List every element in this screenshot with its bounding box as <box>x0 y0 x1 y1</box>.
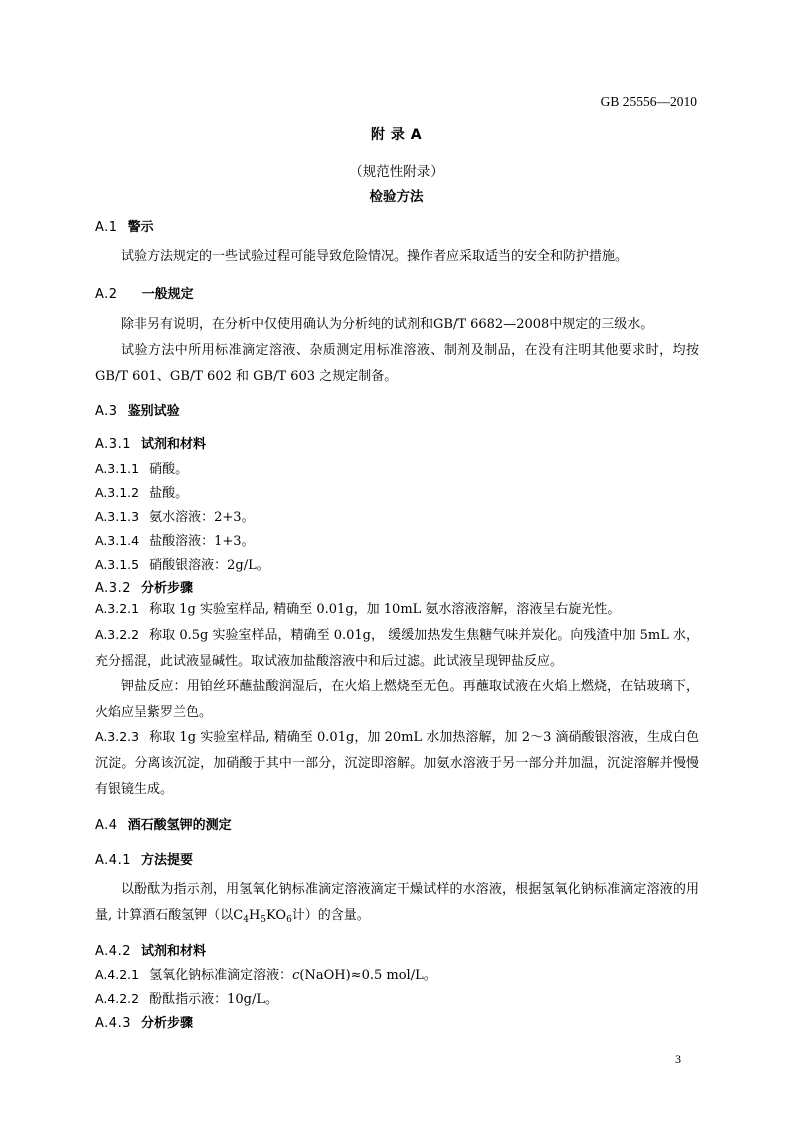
item-text: 盐酸溶液：1+3。 <box>149 534 255 549</box>
general-paragraph-1: 除非另有说明，在分析中仅使用确认为分析纯的试剂和GB/T 6682—2008中规定的三级水。 <box>121 317 654 332</box>
procedure-a322 <box>95 622 699 675</box>
section-title: 方法提要 <box>140 853 193 868</box>
item-number: A.3.1.1 <box>95 461 140 476</box>
section-a2-heading <box>95 283 194 302</box>
section-number: A.1 <box>95 220 118 235</box>
standard-number: GB 25556—2010 <box>600 94 697 109</box>
concentration-symbol: c <box>292 968 300 983</box>
section-title: 警示 <box>127 220 154 235</box>
general-paragraph-2: 试验方法中所用标准滴定溶液、杂质测定用标准溶液、制剂及制品，在没有注明其他要求时，均按GB/T 601、GB/T 602 和 GB/T 603 之规定制备。 <box>95 343 699 384</box>
section-number: A.3.2 <box>95 581 131 596</box>
annex-name: 检验方法 <box>369 189 424 205</box>
reagent-item <box>95 530 255 549</box>
reagent-item <box>95 506 255 525</box>
section-title: 试剂和材料 <box>140 437 206 452</box>
principle-text: 计）的含量。 <box>291 908 370 923</box>
section-number: A.3.1 <box>95 437 131 452</box>
section-title: 一般规定 <box>141 287 194 302</box>
section-a4-heading <box>95 814 232 833</box>
section-number: A.2 <box>95 287 118 302</box>
subsection-a41-heading <box>95 849 193 868</box>
item-text: 称取 1g 实验室样品, 精确至 0.01g，加 20mL 水加热溶解，加 2～3 滴硝酸银溶液，生成白色沉淀。分离该沉淀，加硝酸于其中一部分，沉淀即溶解。加氨水溶液于另一部分并加温，沉淀溶解并慢慢有银镜生成。 <box>95 730 699 797</box>
item-number: A.3.1.3 <box>95 509 140 524</box>
subsection-a42-heading <box>95 940 206 959</box>
item-number: A.4.2.2 <box>95 991 140 1006</box>
section-title: 分析步骤 <box>140 1016 193 1031</box>
section-number: A.4.3 <box>95 1016 131 1031</box>
annex-nature: （规范性附录） <box>349 164 444 180</box>
formula-part: KO <box>266 908 287 923</box>
section-a3-heading <box>95 400 180 419</box>
item-text: 称取 0.5g 实验室样品，精确至 0.01g， 缓缓加热发生焦糖气味并炭化。向残渣中加 5mL 水，充分摇混，此试液显碱性。取试液加盐酸溶液中和后过滤。此试液呈现钾盐反应。 <box>95 628 699 669</box>
item-number: A.3.1.5 <box>95 557 140 572</box>
reagent-item <box>95 988 278 1007</box>
reagent-item <box>95 482 188 501</box>
item-text: 盐酸。 <box>149 486 189 501</box>
subsection-a31-heading <box>95 433 206 452</box>
section-number: A.4 <box>95 818 118 833</box>
formula-subscript: 5 <box>260 915 267 925</box>
section-number: A.4.1 <box>95 853 131 868</box>
reagent-item <box>95 554 270 573</box>
section-title: 鉴别试验 <box>127 404 180 419</box>
procedure-a321 <box>95 596 699 623</box>
item-number: A.3.2.1 <box>95 601 140 616</box>
section-title: 分析步骤 <box>140 581 193 596</box>
item-text: 氢氧化钠标准滴定溶液： <box>149 968 293 983</box>
item-text: (NaOH)≈0.5 mol/L。 <box>299 968 437 983</box>
item-text: 酚酞指示液：10g/L。 <box>149 992 279 1007</box>
item-number: A.3.1.2 <box>95 485 140 500</box>
warning-paragraph: 试验方法规定的一些试验过程可能导致危险情况。操作者应采取适当的安全和防护措施。 <box>121 249 629 264</box>
formula-part: H <box>248 908 261 923</box>
item-number: A.3.2.2 <box>95 627 140 642</box>
annex-title: 附 录 A <box>370 127 423 143</box>
item-text: 氨水溶液：2+3。 <box>149 510 255 525</box>
page-number: 3 <box>675 1052 681 1066</box>
principle-text: 以酚酞为指示剂，用氢氧化钠标准滴定溶液滴定干燥试样的水溶液，根据氢氧化钠标准滴定溶液的用量, 计算酒石酸氢钾（以C <box>95 882 699 923</box>
reagent-item <box>95 964 437 983</box>
item-text: 硝酸。 <box>149 462 189 477</box>
reagent-item <box>95 458 188 477</box>
section-title: 试剂和材料 <box>140 944 206 959</box>
principle-paragraph <box>95 877 699 929</box>
section-title: 酒石酸氢钾的测定 <box>127 818 232 833</box>
formula-subscript: 4 <box>243 915 249 925</box>
section-number: A.3 <box>95 404 118 419</box>
section-number: A.4.2 <box>95 944 131 959</box>
item-text: 硝酸银溶液：2g/L。 <box>149 558 270 573</box>
formula-subscript: 6 <box>286 915 292 925</box>
section-a1-heading <box>95 216 154 235</box>
procedure-a323 <box>95 724 699 803</box>
potassium-reaction-paragraph: 钾盐反应：用铂丝环蘸盐酸润湿后，在火焰上燃烧至无色。再蘸取试液在火焰上燃烧，在钴玻璃下，火焰应呈紫罗兰色。 <box>95 679 699 720</box>
subsection-a43-heading <box>95 1012 193 1031</box>
item-number: A.4.2.1 <box>95 967 140 982</box>
subsection-a32-heading <box>95 577 193 596</box>
item-text: 称取 1g 实验室样品, 精确至 0.01g，加 10mL 氨水溶液溶解，溶液呈右旋光性。 <box>149 602 621 617</box>
item-number: A.3.2.3 <box>95 729 140 744</box>
item-number: A.3.1.4 <box>95 533 140 548</box>
